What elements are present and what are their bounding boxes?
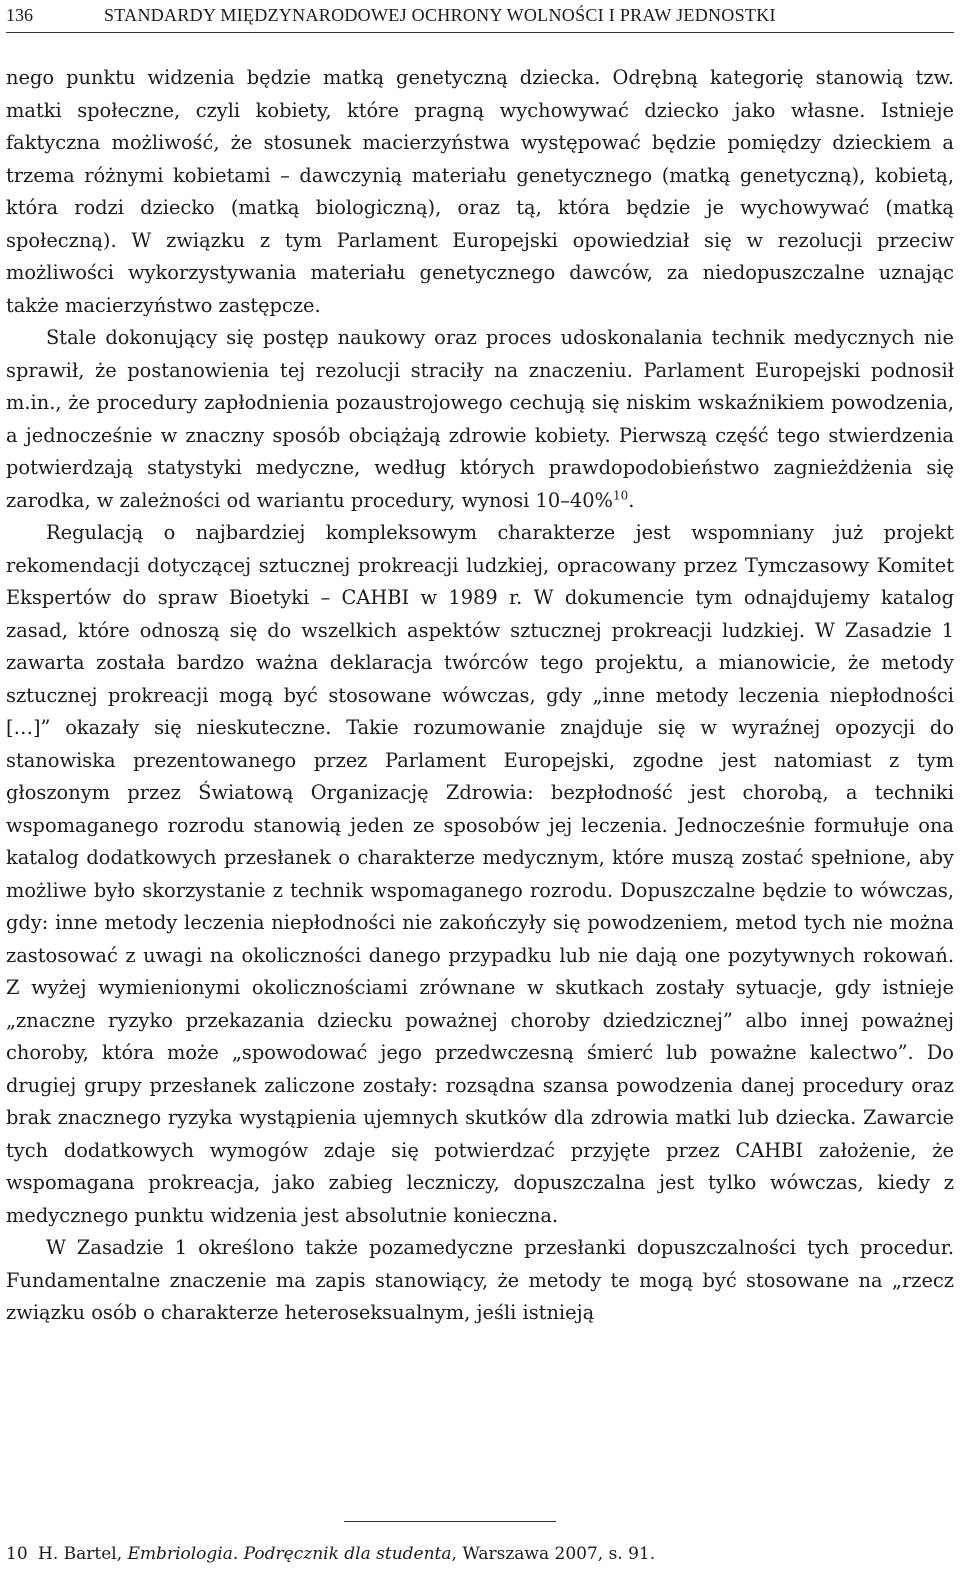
paragraph-1-text: nego punktu widzenia będzie matką genetyczną dziecka. Odrębną kategorię stanowią tzw. matki społeczne, czyli kobiety, które pragną wychowywać dziecko jako własne. Istnieje faktyczna możliwość, że stosunek macierzyństwa występować będzie pomiędzy dzieckiem a trzema różnymi kobietami – dawczynią materiału genetycznego (matką genetyczną), kobietą, która rodzi dziecko (matką biologiczną), oraz tą, która będzie je wychowywać (matką społeczną). W związku z tym Parlament Europejski opowiedział się w rezolucji przeciw możliwości wykorzystywania materiału genetycznego dawców, za niedopuszczalne uznając także macierzyństwo zastępcze. <box>6 66 954 317</box>
running-header <box>6 2 954 33</box>
page-number: 136 <box>6 5 33 25</box>
footnote-author: H. Bartel, <box>38 1544 128 1564</box>
paragraph-4 <box>6 1232 954 1330</box>
footnote-divider <box>344 1521 556 1522</box>
footnote-reference[interactable]: 10 <box>612 488 629 503</box>
footnote <box>6 1542 954 1566</box>
paragraph-2-text-end: . <box>628 488 635 512</box>
footnote-number: 10 <box>6 1544 28 1564</box>
paragraph-4-text: W Zasadzie 1 określono także pozamedyczne przesłanki dopuszczalności tych procedur. Fundamentalne znaczenie ma zapis stanowiący, że metody te mogą być stosowane na „rzecz związku osób o charakterze heteroseksualnym, jeśli istnieją <box>6 1236 954 1324</box>
body-text <box>6 62 954 1330</box>
paragraph-2 <box>6 322 954 517</box>
paragraph-3 <box>6 517 954 1232</box>
footnote-title: Embriologia. Podręcznik dla studenta <box>127 1544 452 1564</box>
paragraph-1 <box>6 62 954 322</box>
paragraph-2-text: Stale dokonujący się postęp naukowy oraz proces udoskonalania technik medycznych nie sprawił, że postanowienia tej rezolucji straciły na znaczeniu. Parlament Europejski podnosił m.in., że procedury zapłodnienia pozaustrojowego cechują się niskim wskaźnikiem powodzenia, a jednocześnie w znaczny sposób obciążają zdrowie kobiety. Pierwszą część tego stwierdzenia potwierdzają statystyki medyczne, według których prawdopodobieństwo zagnieżdżenia się zarodka, w zależności od wariantu procedury, wynosi 10–40% <box>6 326 954 512</box>
paragraph-3-text: Regulacją o najbardziej kompleksowym charakterze jest wspomniany już projekt rekomendacji dotyczącej sztucznej prokreacji ludzkiej, opracowany przez Tymczasowy Komitet Ekspertów do spraw Bioetyki – CAHBI w 1989 r. W dokumencie tym odnajdujemy katalog zasad, które odnoszą się do wszelkich aspektów sztucznej prokreacji ludzkiej. W Zasadzie 1 zawarta została bardzo ważna deklaracja twórców tego projektu, a mianowicie, że metody sztucznej prokreacji mogą być stosowane wówczas, gdy „inne metody leczenia niepłodności […]” okazały się nieskuteczne. Takie rozumowanie znajduje się w wyraźnej opozycji do stanowiska prezentowanego przez Parlament Europejski, zgodne jest natomiast z tym głoszonym przez Światową Organizację Zdrowia: bezpłodność jest chorobą, a techniki wspomaganego rozrodu stanowią jeden ze sposobów jej leczenia. Jednocześnie formułuje ona katalog dodatkowych przesłanek o charakterze medycznym, które muszą zostać spełnione, aby możliwe było skorzystanie z technik wspomaganego rozrodu. Dopuszczalne będzie to wówczas, gdy: inne metody leczenia niepłodności nie zakończyły się powodzeniem, metod tych nie można zastosować z uwagi na okoliczności danego przypadku lub nie dają one pozytywnych rokowań. Z wyżej wymienionymi okolicznościami zrównane w skutkach zostały sytuacje, gdy istnieje „znaczne ryzyko przekazania dziecku poważnej choroby dziedzicznej” albo innej poważnej choroby, która może „spowodować jego przedwczesną śmierć lub poważne kalectwo”. Do drugiej grupy przesłanek zaliczone zostały: rozsądna szansa powodzenia danej procedury oraz brak znacznego ryzyka wystąpienia ujemnych skutków dla zdrowia matki lub dziecka. Zawarcie tych dodatkowych wymogów zdaje się potwierdzać przyjęte przez CAHBI założenie, że wspomagana prokreacja, jako zabieg leczniczy, dopuszczalna jest tylko wówczas, kiedy z medycznego punktu widzenia jest absolutnie konieczna. <box>6 521 954 1227</box>
footnote-details: , Warszawa 2007, s. 91. <box>451 1544 656 1564</box>
running-title: STANDARDY MIĘDZYNARODOWEJ OCHRONY WOLNOŚCI I PRAW JEDNOSTKI <box>104 5 776 25</box>
